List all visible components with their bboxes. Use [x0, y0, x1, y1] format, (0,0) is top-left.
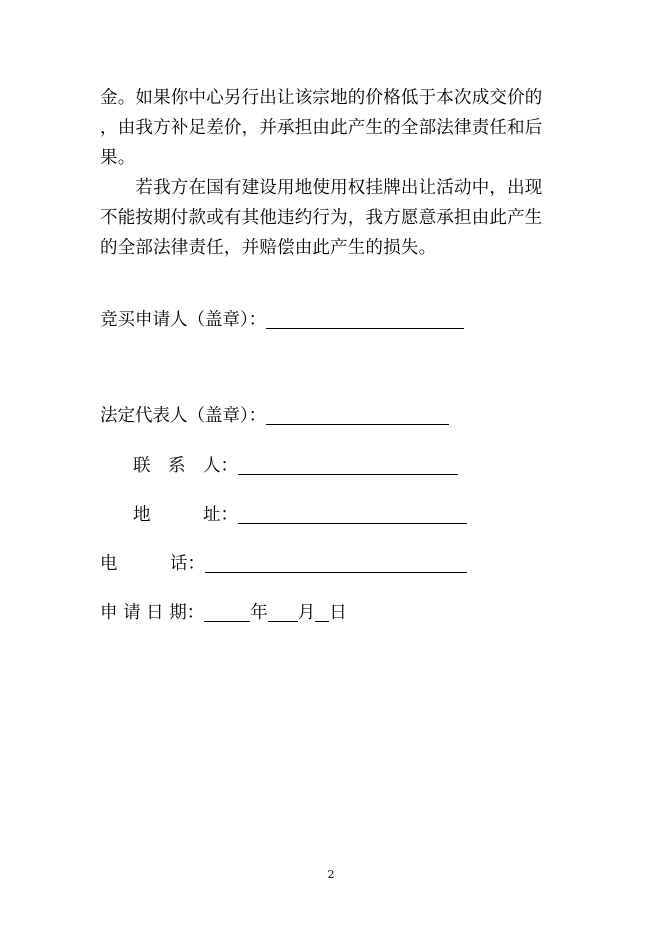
month-field-line[interactable] — [268, 601, 298, 622]
legal-rep-label: 法定代表人（盖章）： — [100, 406, 267, 426]
bidder-label: 竞买申请人（盖章）： — [100, 310, 267, 330]
day-label: 日 — [329, 603, 347, 623]
paragraph-line-5: 不能按期付款或有其他违约行为，我方愿意承担由此产生 — [100, 208, 543, 228]
address-label: 地 址： — [133, 505, 238, 525]
legal-rep-signature-line[interactable] — [266, 404, 449, 425]
date-label: 申 请 日 期： — [100, 603, 205, 623]
legal-rep-row — [100, 404, 449, 428]
phone-row — [100, 552, 467, 576]
paragraph-line-2: ，由我方补足差价，并承担由此产生的全部法律责任和后 — [100, 118, 543, 138]
date-row — [100, 601, 347, 625]
bidder-signature-line[interactable] — [266, 308, 464, 329]
month-label: 月 — [297, 603, 316, 623]
day-field-line[interactable] — [315, 601, 329, 622]
page-number: 2 — [327, 868, 335, 881]
contact-field-line[interactable] — [238, 454, 458, 475]
year-field-line[interactable] — [204, 601, 250, 622]
contact-row — [133, 454, 458, 478]
bidder-signature-row — [100, 308, 464, 332]
paragraph-line-1: 金。如果你中心另行出让该宗地的价格低于本次成交价的 — [100, 88, 543, 108]
phone-label: 电 话： — [100, 554, 205, 574]
paragraph-line-6: 的全部法律责任，并赔偿由此产生的损失。 — [100, 238, 437, 258]
year-label: 年 — [250, 603, 268, 623]
address-row — [133, 503, 467, 527]
paragraph-line-3: 果。 — [100, 148, 136, 168]
contact-label: 联 系 人： — [133, 456, 238, 476]
phone-field-line[interactable] — [205, 552, 467, 573]
address-field-line[interactable] — [238, 503, 467, 524]
paragraph-line-4: 若我方在国有建设用地使用权挂牌出让活动中，出现 — [100, 178, 543, 198]
